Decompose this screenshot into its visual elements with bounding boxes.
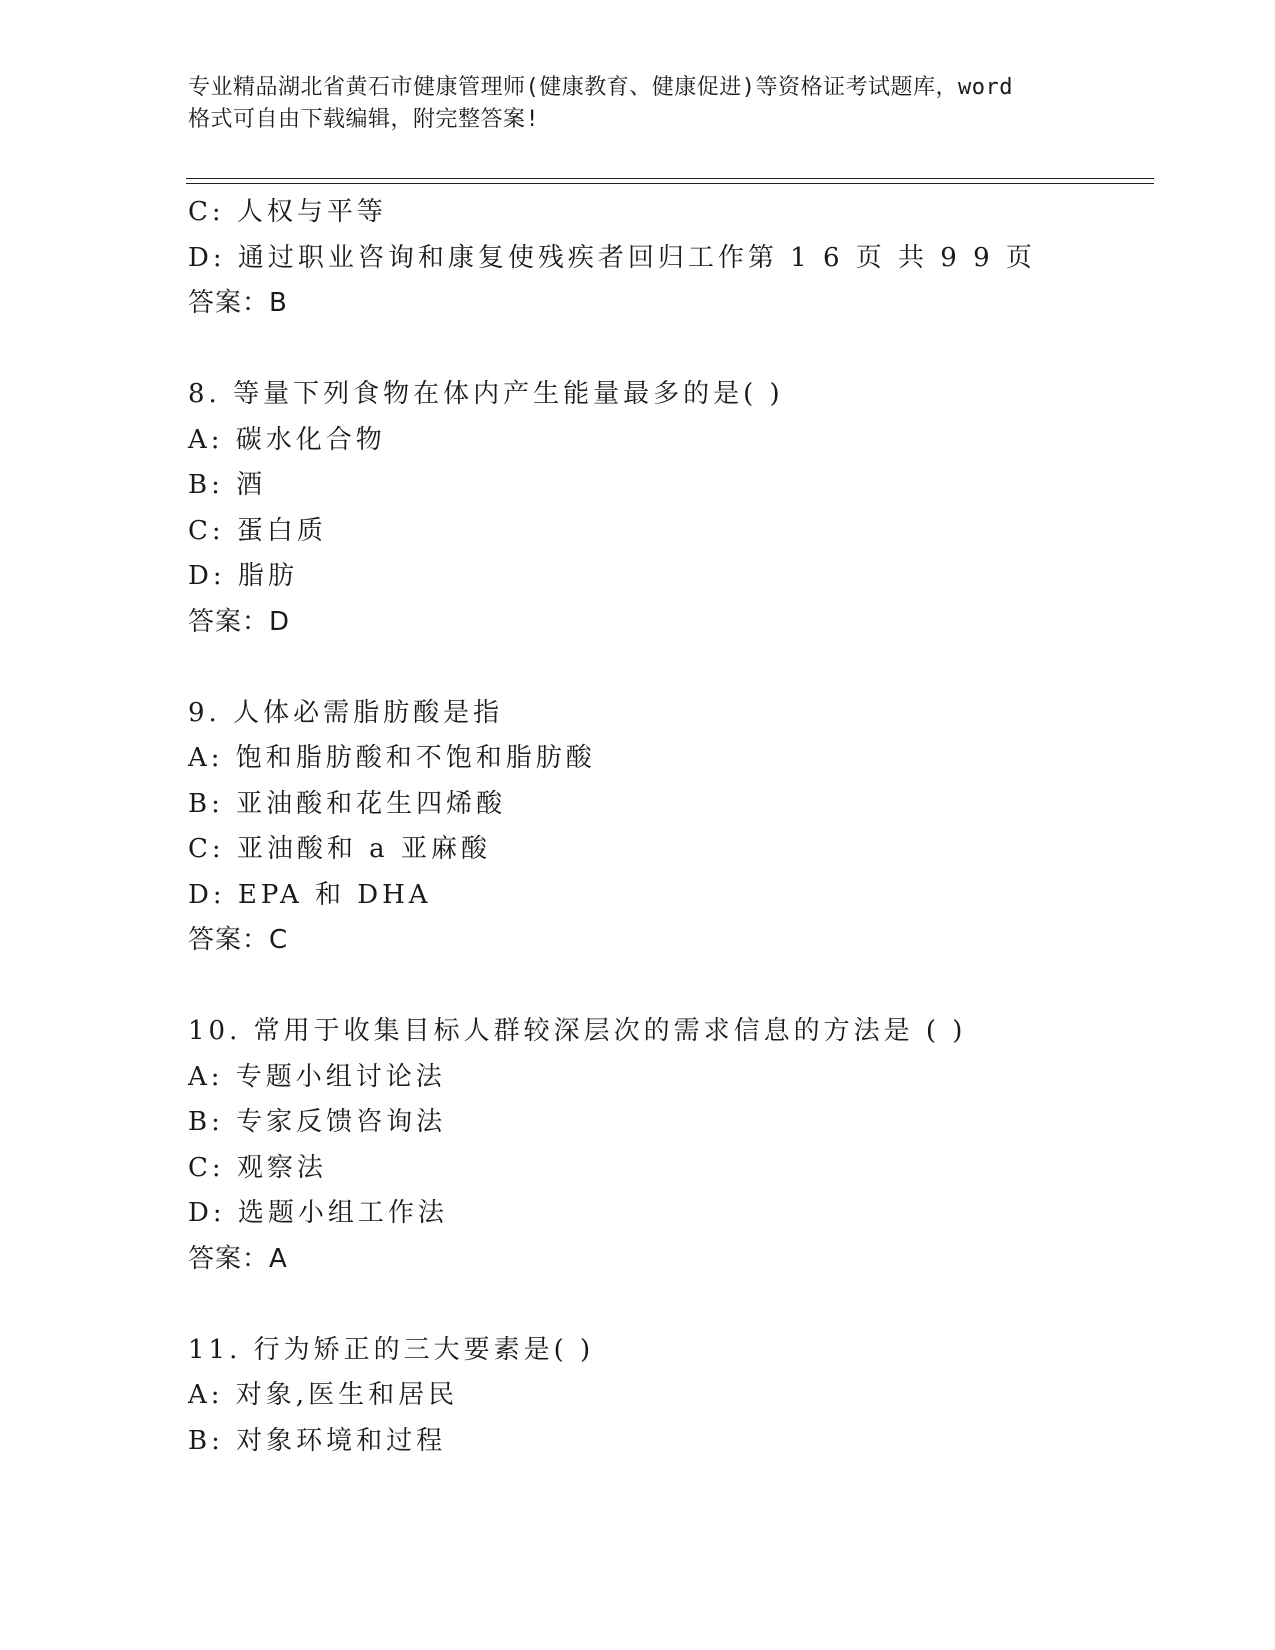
option-c: C: 亚油酸和 a 亚麻酸	[188, 834, 491, 864]
answer-line: 答案：B	[188, 288, 288, 318]
option-b: B: 亚油酸和花生四烯酸	[188, 788, 507, 819]
option-b: B: 专家反馈咨询法	[188, 1107, 447, 1137]
header-line-2: 格式可自由下载编辑，附完整答案!	[188, 107, 540, 132]
option-a: A: 对象,医生和居民	[188, 1380, 459, 1410]
option-c: C: 蛋白质	[188, 515, 327, 546]
option-b: B: 对象环境和过程	[188, 1425, 447, 1456]
spacer	[188, 645, 1148, 691]
document-header	[188, 72, 1088, 136]
option-a: A: 饱和脂肪酸和不饱和脂肪酸	[188, 743, 596, 773]
question-title: 9. 人体必需脂肪酸是指	[188, 697, 504, 728]
header-divider-top	[186, 178, 1154, 179]
answer-line: 答案：C	[188, 925, 289, 955]
option-c: C: 观察法	[188, 1152, 327, 1183]
spacer	[188, 964, 1148, 1010]
option-d: D: 脂肪	[188, 561, 298, 591]
question-title: 10. 常用于收集目标人群较深层次的需求信息的方法是 ( )	[188, 1016, 967, 1046]
question-title: 8. 等量下列食物在体内产生能量最多的是( )	[188, 379, 784, 409]
spacer	[188, 327, 1148, 373]
option-d: D: 通过职业咨询和康复使残疾者回归工作第 1 6 页 共 9 9 页	[188, 242, 1036, 273]
question-title: 11. 行为矫正的三大要素是( )	[188, 1334, 595, 1365]
option-a: A: 专题小组讨论法	[188, 1061, 446, 1092]
spacer	[188, 1282, 1148, 1328]
header-line-1: 专业精品湖北省黄石市健康管理师(健康教育、健康促进)等资格证考试题库，word	[188, 75, 1013, 100]
option-d: D: 选题小组工作法	[188, 1198, 448, 1228]
answer-line: 答案：A	[188, 1243, 288, 1274]
answer-line: 答案：D	[188, 606, 291, 637]
option-d: D: EPA 和 DHA	[188, 879, 432, 910]
option-a: A: 碳水化合物	[188, 424, 386, 455]
option-c: C: 人权与平等	[188, 197, 387, 227]
question-list	[188, 190, 1148, 1464]
option-b: B: 酒	[188, 470, 267, 500]
header-divider-bottom	[186, 183, 1154, 184]
